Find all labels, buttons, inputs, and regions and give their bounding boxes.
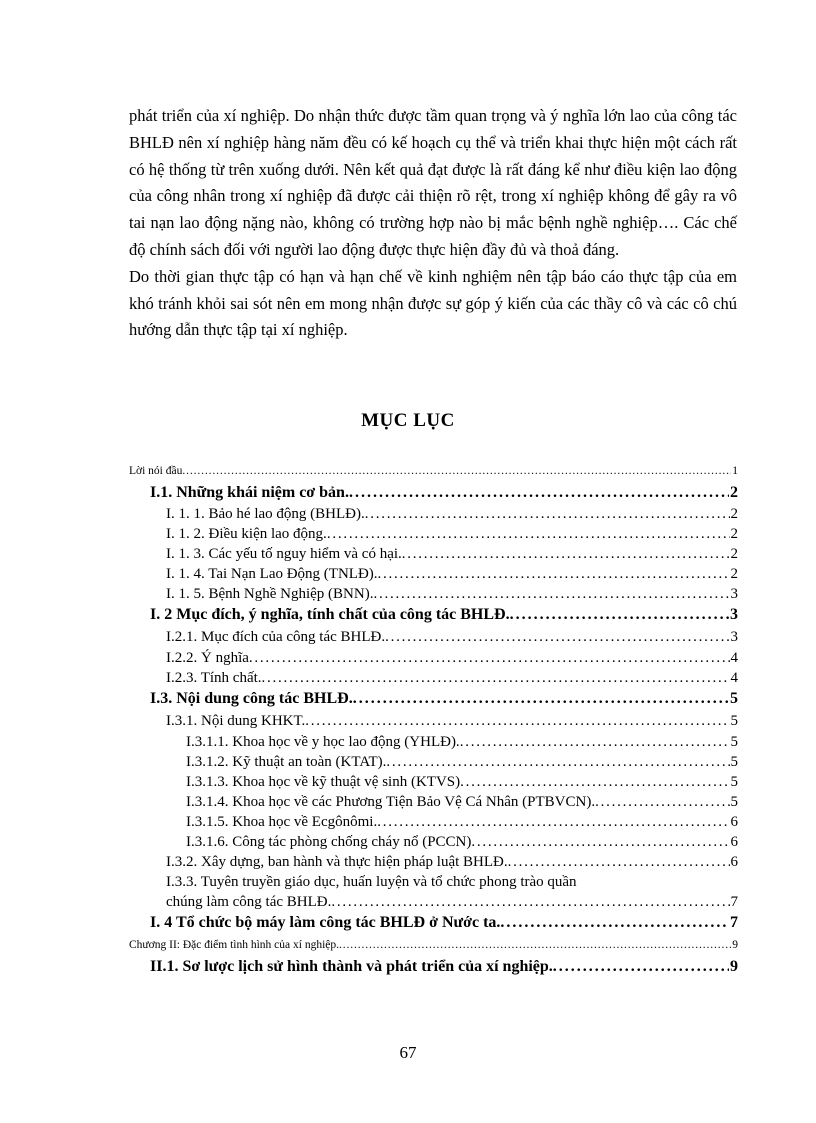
paragraph: phát triển của xí nghiệp. Do nhận thức được tầm quan trọng và ý nghĩa lớn lao của công tác BHLĐ nên xí nghiệp hàng năm đều có kế hoạch cụ thể và triển khai thực hiện một cách rất có hệ thống từ trên xuống dưới. Nên kết quả đạt được là rất đáng kể như điều kiện lao động của công nhân trong xí nghiệp đã được cải thiện rõ rệt, trong xí nghiệp không để gây ra vô tai nạn lao động nặng nào, không có trường hợp nào bị mắc bệnh nghề nghiệp…. Các chế độ chính sách đối với người lao động được thực hiện đầy đủ và thoả đáng.: [129, 106, 737, 259]
toc-entry[interactable]: I. 1. 4. Tai Nạn Lao Động (TNLĐ). . . . 2: [129, 564, 738, 584]
toc-entry[interactable]: I.2.1. Mục đích của công tác BHLĐ. . . . 3: [129, 626, 738, 648]
table-of-contents: [129, 460, 738, 978]
toc-title: MỤC LỤC: [361, 410, 455, 431]
paragraph: Do thời gian thực tập có hạn và hạn chế về kinh nghiệm nên tập báo cáo thực tập của em khó tránh khỏi sai sót nên em mong nhận được sự góp ý kiến của các thầy cô và các cô chú hướng dẫn thực tập tại xí nghiệp.: [129, 266, 737, 340]
page-number: 67: [399, 1043, 417, 1062]
toc-entry[interactable]: I. 1. 1. Bảo hé lao động (BHLĐ). . . . 2: [129, 504, 738, 524]
toc-entry[interactable]: I.3.1.2. Kỹ thuật an toàn (KTAT). . . . 5: [129, 752, 738, 772]
toc-entry[interactable]: I.3.1.5. Khoa học về Ecgônômi. . . . 6: [129, 812, 738, 832]
toc-entry[interactable]: I.3.2. Xây dựng, ban hành và thực hiện pháp luật BHLĐ. . . . 6: [129, 852, 738, 872]
toc-entry[interactable]: I. 4 Tổ chức bộ máy làm công tác BHLĐ ở Nước ta. . . . 7: [129, 912, 738, 934]
toc-entry[interactable]: I.1. Những khái niệm cơ bản. . . . 2: [129, 482, 738, 504]
toc-entry[interactable]: I.2.2. Ý nghĩa . . . 4: [129, 648, 738, 668]
toc-entry[interactable]: I. 2 Mục đích, ý nghĩa, tính chất của công tác BHLĐ. . . . 3: [129, 604, 738, 626]
toc-entry[interactable]: I.3. Nội dung công tác BHLĐ. . . . 5: [129, 688, 738, 710]
toc-entry[interactable]: I. 1. 3. Các yếu tố nguy hiểm và có hại. . . . 2: [129, 544, 738, 564]
toc-entry[interactable]: I.3.1.4. Khoa học về các Phương Tiện Bảo Vệ Cá Nhân (PTBVCN). . . . 5: [129, 792, 738, 812]
body-text: [129, 103, 737, 344]
toc-entry[interactable]: I.3.1. Nội dung KHKT. . . . 5: [129, 710, 738, 732]
toc-entry[interactable]: I.3.1.3. Khoa học về kỹ thuật vệ sinh (KTVS) . . . 5: [129, 772, 738, 792]
toc-entry-line: I.3.3. Tuyên truyền giáo dục, huấn luyện và tổ chức phong trào quần: [166, 874, 577, 890]
toc-entry[interactable]: I. 1. 5. Bệnh Nghề Nghiệp (BNN). . . . 3: [129, 584, 738, 604]
toc-entry[interactable]: I.2.3. Tính chất. . . . 4: [129, 668, 738, 688]
toc-entry[interactable]: I.3.3. Tuyên truyền giáo dục, huấn luyện và tổ chức phong trào quần chúng làm công tác BHLĐ. . . . 7: [129, 872, 738, 912]
toc-entry[interactable]: Chương II: Đặc điểm tình hình của xí nghiệp. . . . 9: [129, 934, 738, 956]
toc-entry[interactable]: II.1. Sơ lược lịch sử hình thành và phát triển của xí nghiệp. . . . 9: [129, 956, 738, 978]
toc-entry[interactable]: Lời nói đầu . . . 1: [129, 460, 738, 482]
toc-entry[interactable]: I.3.1.1. Khoa học về y học lao động (YHLĐ). . . . 5: [129, 732, 738, 752]
toc-entry[interactable]: I.3.1.6. Công tác phòng chống cháy nổ (PCCN) . . . 6: [129, 832, 738, 852]
toc-entry[interactable]: I. 1. 2. Điều kiện lao động. . . . 2: [129, 524, 738, 544]
